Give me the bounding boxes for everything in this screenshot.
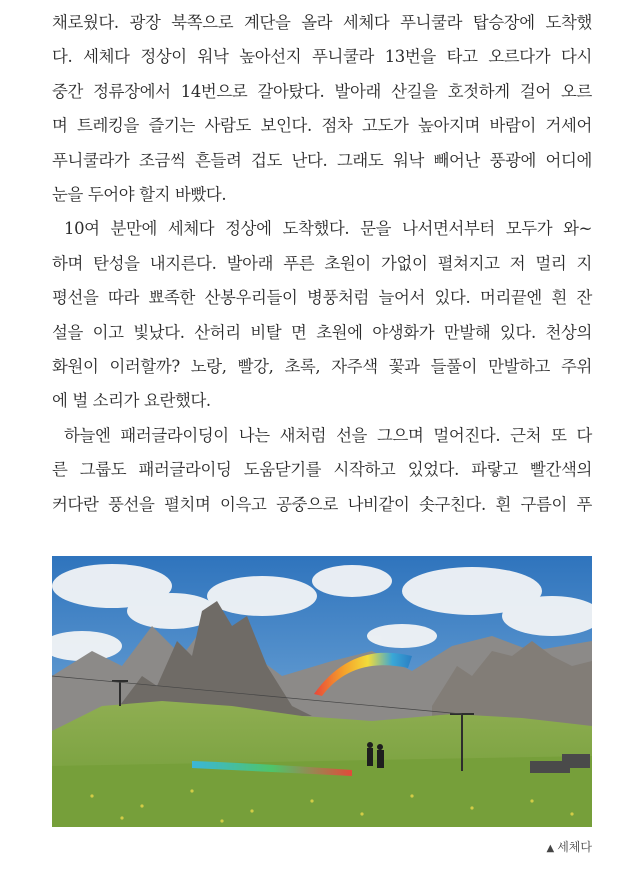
paragraph-3 — [52, 419, 592, 522]
text-line: 푸니쿨라가 조금씩 흔들려 겁도 난다. 그래도 워낙 빼어난 풍광에 어디에 — [52, 150, 592, 170]
photo-illustration — [52, 556, 592, 827]
article-body — [52, 6, 592, 522]
text-line: 중간 정류장에서 14번으로 갈아탔다. 발아래 산길을 호젓하게 걸어 오르 — [52, 81, 592, 101]
text-line: 채로웠다. 광장 북쪽으로 계단을 올라 세체다 푸니쿨라 탑승장에 도착했 — [52, 13, 592, 32]
text-line: 10여 분만에 세체다 정상에 도착했다. 문을 나서면서부터 모두가 와~ — [64, 219, 592, 239]
text-line: 다. 세체다 정상이 워낙 높아선지 푸니쿨라 13번을 타고 오르다가 다시 — [52, 47, 592, 67]
text-line: 하늘엔 패러글라이딩이 나는 새처럼 선을 그으며 멀어진다. 근처 또 다 — [64, 425, 592, 445]
caption-text: 세체다 — [557, 840, 592, 854]
text-line: 평선을 따라 뾰족한 산봉우리들이 병풍처럼 늘어서 있다. 머리끝엔 흰 잔 — [52, 288, 592, 308]
text-line: 눈을 두어야 할지 바빴다. — [52, 185, 227, 205]
triangle-up-icon: ▲ — [546, 843, 555, 854]
paragliding-photo — [52, 556, 592, 827]
photo-caption — [547, 838, 592, 855]
text-line: 며 트레킹을 즐기는 사람도 보인다. 점차 고도가 높아지며 바람이 거세어 — [52, 116, 592, 136]
text-line: 화원이 이러할까? 노랑, 빨강, 초록, 자주색 꽃과 들풀이 만발하고 주위 — [52, 357, 592, 377]
paragraph-2 — [52, 212, 592, 418]
text-line: 커다란 풍선을 펼치며 이윽고 공중으로 나비같이 솟구친다. 흰 구름이 푸 — [52, 494, 592, 514]
text-line: 른 그룹도 패러글라이딩 도움닫기를 시작하고 있었다. 파랗고 빨간색의 — [52, 460, 592, 480]
text-line: 에 벌 소리가 요란했다. — [52, 391, 211, 411]
text-line: 설을 이고 빛났다. 산허리 비탈 면 초원에 야생화가 만발해 있다. 천상의 — [52, 322, 592, 342]
paragraph-1 — [52, 6, 592, 212]
text-line: 하며 탄성을 내지른다. 발아래 푸른 초원이 가없이 펼쳐지고 저 멀리 지 — [52, 253, 592, 273]
